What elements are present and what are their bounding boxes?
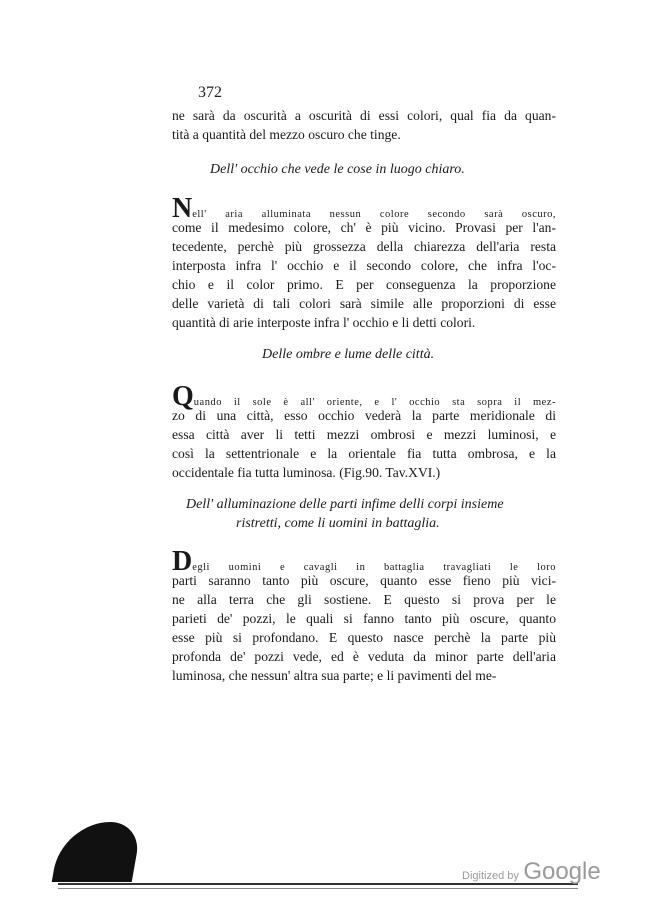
text-line: ne alla terra che gli sostiene. E questo si prova per le [172,592,556,607]
continuation-paragraph [172,106,556,144]
drop-cap: N [172,193,193,224]
text-line: esse più si profondano. E questo nasce perchè la parte più [172,630,556,645]
text-line: tità a quantità del mezzo oscuro che tinge. [172,127,401,142]
text-line: occidentale fia tutta luminosa. (Fig.90. Tav.XVI.) [172,465,441,480]
section-paragraph [172,193,556,332]
text-line [172,381,556,412]
text-line: luminosa, che nessun' altra sua parte; e li pavimenti del me- [172,668,497,683]
text-line: zo di una città, esso occhio vederà la parte meridionale di [172,408,556,423]
text-line: tecedente, perchè più grossezza della chiarezza dell'aria resta [172,239,556,254]
text-line: ne sarà da oscurità a oscurità di essi colori, qual fia da quan- [172,108,556,123]
watermark-prefix: Digitized by [462,870,519,882]
first-line-text: uando il sole è all' oriente, e l' occhio sta sopra il mez- [193,397,556,408]
watermark-brand: Google [523,858,601,885]
section-heading-line: ristretti, come li uomini in battaglia. [236,516,440,531]
first-line-text: ell' aria alluminata nessun colore secondo sarà oscuro, [192,209,556,220]
section-paragraph [172,381,556,482]
section-heading: Delle ombre e lume delle città. [262,347,435,362]
text-line: profonda de' pozzi vede, ed è veduta da minor parte dell'aria [172,649,556,664]
text-line: chio e il color primo. E per conseguenza la proporzione [172,277,556,292]
page-number: 372 [198,84,222,101]
text-line: come il medesimo colore, ch' è più vicino. Provasi per l'an- [172,220,556,235]
text-line: interposta infra l' occhio e il secondo colore, che infra l'oc- [172,258,556,273]
text-line: delle varietà di tali colori sarà simile alle proporzioni di esse [172,296,556,311]
section-heading-line: Dell' alluminazione delle parti infime delli corpi insieme [186,497,504,512]
text-line: essa città aver li tetti mezzi ombrosi e mezzi luminosi, e [172,427,556,442]
drop-cap: Q [172,381,194,412]
section-paragraph [172,546,556,685]
section-heading: Dell' occhio che vede le cose in luogo chiaro. [210,162,465,177]
digitized-watermark [462,858,601,886]
drop-cap: D [172,546,193,577]
page-edge-line [58,888,578,889]
text-line: parieti de' pozzi, le quali si fanno tanto più oscure, quanto [172,611,556,626]
text-line: quantità di arie interposte infra l' occhio e li detti colori. [172,315,476,330]
text-line: così la settentrionale e la orientale fia tutta ombrosa, e la [172,446,556,461]
first-line-text: egli uomini e cavagli in battaglia travagliati le loro [192,562,556,573]
text-line [172,546,556,577]
text-line [172,193,556,224]
text-line: parti saranno tanto più oscure, quanto esse fieno più vici- [172,573,556,588]
scan-shadow [52,822,143,882]
